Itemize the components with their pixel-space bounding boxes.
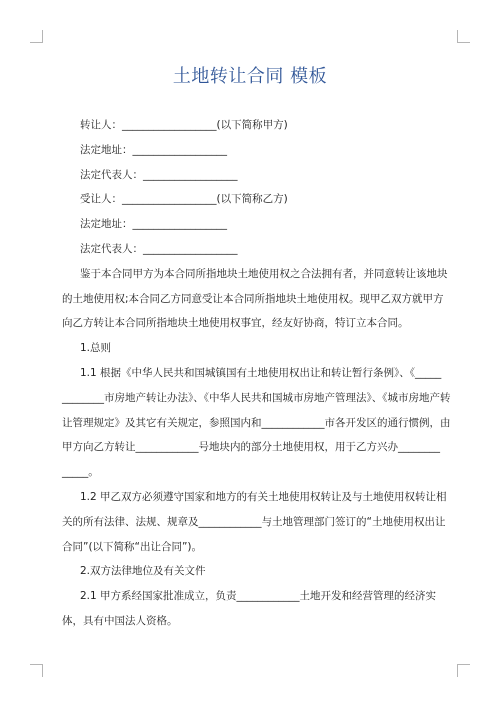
document-body — [62, 113, 454, 634]
field-transferee-representative: 法定代表人：__________________ — [80, 242, 238, 255]
crop-mark-top-right — [457, 30, 470, 43]
crop-mark-bottom-left — [30, 664, 43, 677]
field-transferee-address: 法定地址：__________________ — [80, 218, 227, 231]
crop-mark-top-left — [30, 30, 43, 43]
paragraph-preamble: 鉴于本合同甲方为本合同所指地块土地使用权之合法拥有者，并同意转让该地块的土地使用权;本合同乙方同意受让本合同所指地块土地使用权。现甲乙双方就甲方向乙方转让本合同所指地块土地使用权事宜，经友好协商，特订立本合同。 — [62, 267, 448, 330]
paragraph-1-1: 1.1 根据《中华人民共和国城镇国有土地使用权出让和转让暂行条例》、《_____ ________市房地产转让办法》、《中华人民共和国城市房地产管理法》、《城市房地产转让管理规定》及其它有关规定，参照国内和____________市各开发区的通行惯例，由甲方向乙方转让____________号地块内的部分土地使用权，用于乙方兴办________ _____。 — [62, 366, 451, 479]
heading-general: 1.总则 — [80, 342, 112, 355]
field-transferor-representative: 法定代表人：__________________ — [80, 168, 238, 181]
crop-mark-bottom-right — [457, 664, 470, 677]
field-transferor-address: 法定地址：__________________ — [80, 143, 227, 156]
paragraph-1-2: 1.2 甲乙双方必须遵守国家和地方的有关土地使用权转让及与土地使用权转让相关的所有法律、法规、规章及____________与土地管理部门签订的“土地使用权出让合同”(以下简称“出让合同”)。 — [62, 490, 447, 553]
heading-legal-status: 2.双方法律地位及有关文件 — [80, 565, 206, 578]
document-title: 土地转让合同 模板 — [172, 66, 328, 87]
field-transferor: 转让人：__________________(以下简称甲方) — [80, 119, 288, 131]
paragraph-2-1: 2.1 甲方系经国家批准成立，负责____________土地开发和经营管理的经济实体，具有中国法人资格。 — [62, 590, 437, 627]
field-transferee: 受让人：__________________(以下简称乙方) — [80, 193, 288, 206]
